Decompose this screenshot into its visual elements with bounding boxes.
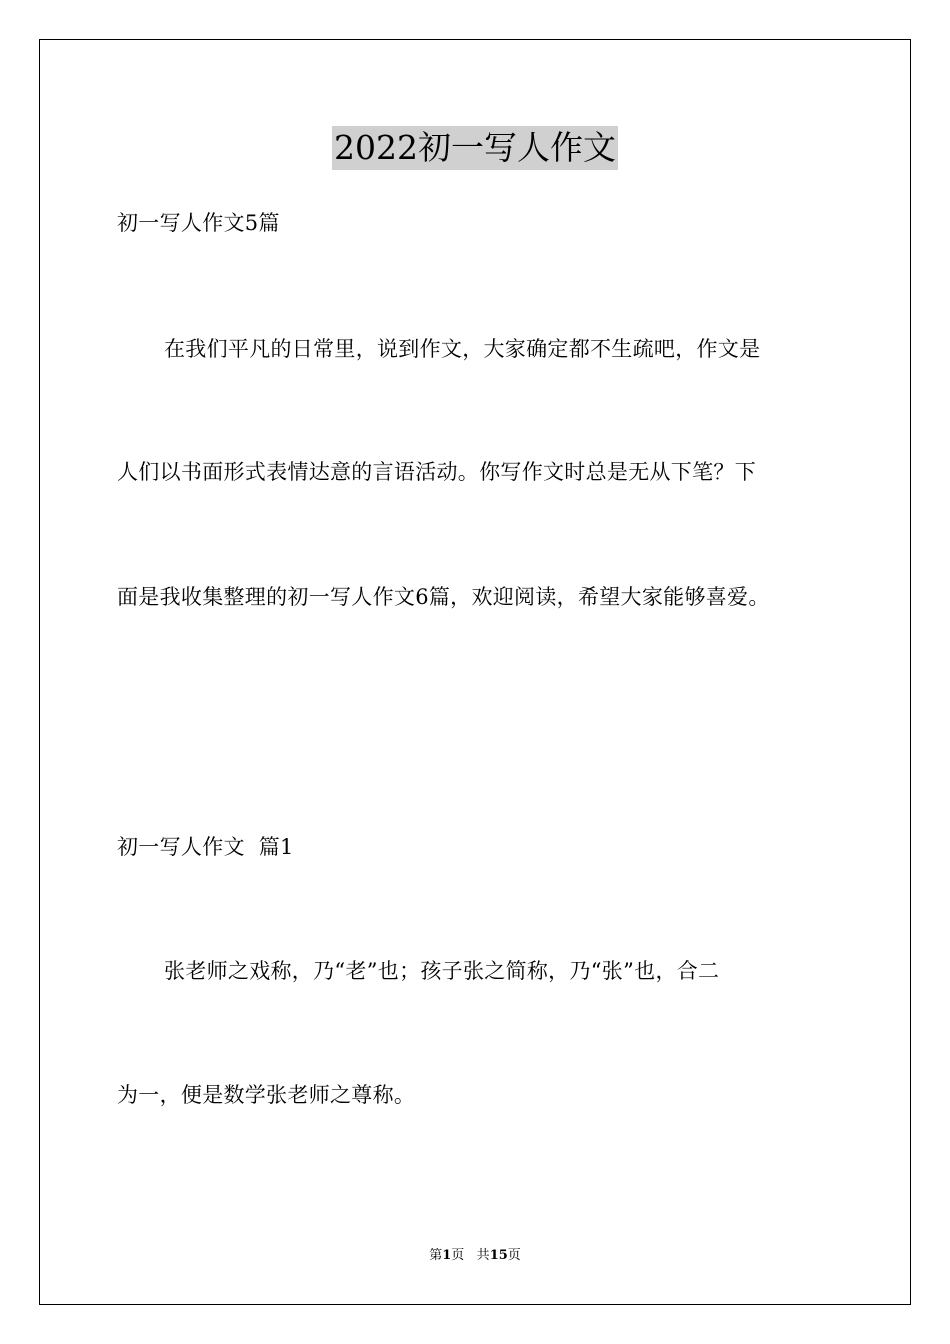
footer-total-prefix: 共 <box>476 1248 490 1263</box>
footer-total-suffix: 页 <box>507 1248 521 1263</box>
footer-total-pages: 15 <box>489 1248 508 1263</box>
footer-page-prefix: 第 <box>429 1248 443 1263</box>
section-heading: 初一写人作文 篇1 <box>117 835 294 859</box>
title-container <box>0 126 950 170</box>
intro-paragraph-line-1: 在我们平凡的日常里，说到作文，大家确定都不生疏吧，作文是 <box>164 337 761 361</box>
footer-page-suffix: 页 <box>451 1248 465 1263</box>
document-title: 2022初一写人作文 <box>332 126 618 170</box>
section-paragraph-line-1: 张老师之戏称，乃“老”也；孩子张之简称，乃“张”也，合二 <box>164 959 720 983</box>
footer-page-number: 1 <box>442 1248 452 1263</box>
intro-paragraph-line-2: 人们以书面形式表情达意的言语活动。你写作文时总是无从下笔？下 <box>117 460 756 484</box>
intro-paragraph-line-3: 面是我收集整理的初一写人作文6篇，欢迎阅读，希望大家能够喜爱。 <box>117 585 770 609</box>
section-paragraph-line-2: 为一，便是数学张老师之尊称。 <box>117 1083 416 1107</box>
page-footer <box>0 1247 950 1265</box>
document-subtitle: 初一写人作文5篇 <box>117 211 280 235</box>
